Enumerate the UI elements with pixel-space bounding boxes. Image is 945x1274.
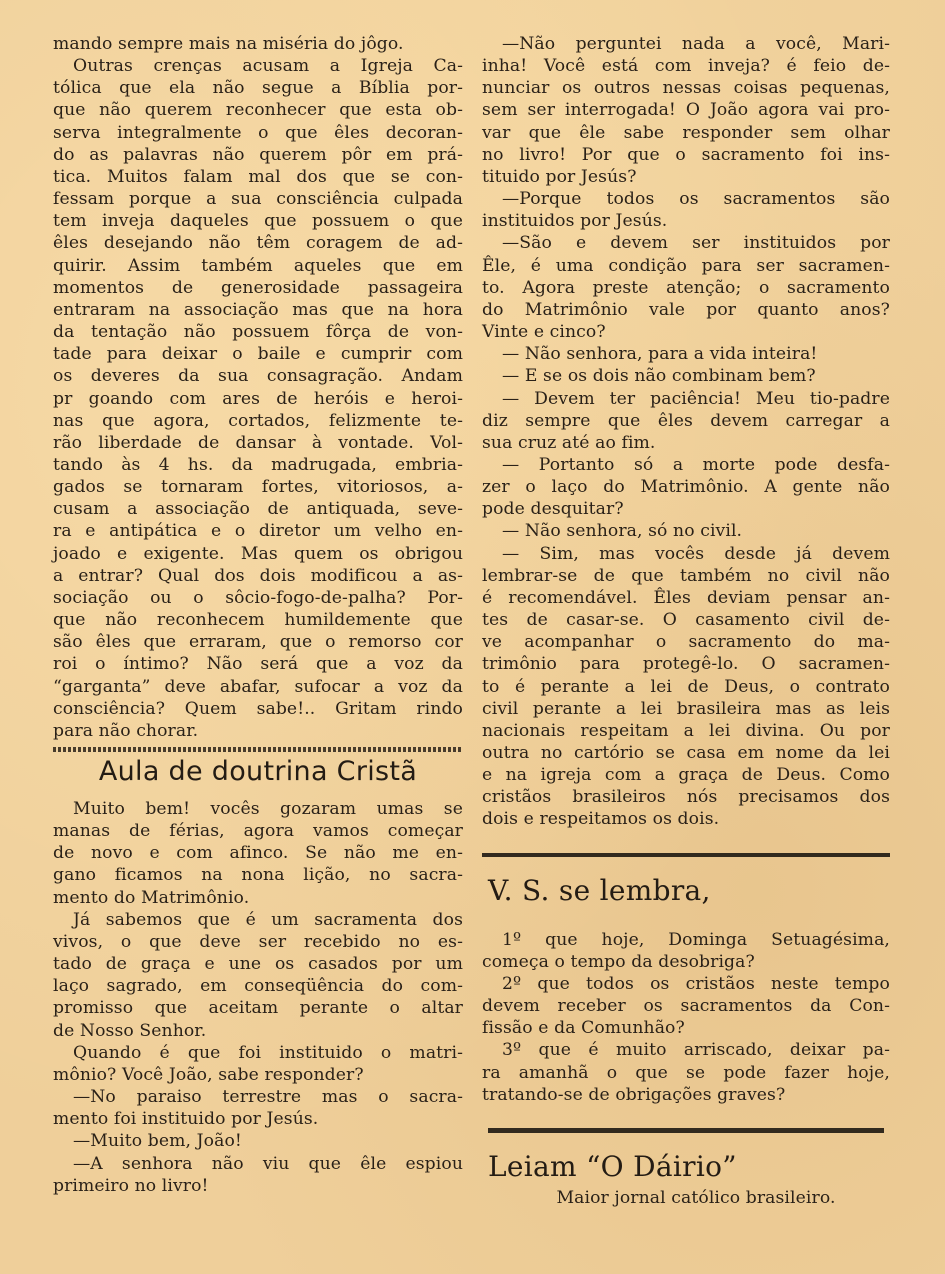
paragraph <box>53 33 463 55</box>
text-line: fessam porque a sua consciência culpada <box>53 189 463 210</box>
reminder-item <box>482 973 890 1039</box>
text-line: — Não senhora, só no civil. <box>502 521 743 542</box>
text-line: tado de graça e une os casados por um <box>53 954 463 975</box>
paragraph <box>53 909 463 1042</box>
paragraph <box>53 1130 463 1152</box>
paragraph <box>482 520 890 542</box>
text-line: mento do Matrimônio. <box>53 887 250 908</box>
text-line: to é perante a lei de Deus, o contrato <box>482 676 890 697</box>
text-line: civil perante a lei brasileira mas as leis <box>482 698 890 719</box>
text-line: trimônio para protegê-lo. O sacramen- <box>482 654 890 675</box>
text-line: de novo e com afinco. Se não me en- <box>53 843 463 864</box>
text-line: — Não senhora, para a vida inteira! <box>502 344 818 365</box>
text-line: Quando é que foi instituido o matri- <box>73 1042 463 1063</box>
text-line: tando às 4 hs. da madrugada, embria- <box>53 454 463 475</box>
text-line: 3º que é muito arriscado, deixar pa- <box>502 1040 890 1061</box>
text-line: ra e antipática e o diretor um velho en- <box>53 521 463 542</box>
text-line: — E se os dois não combinam bem? <box>502 366 816 387</box>
text-line: momentos de generosidade passageira <box>53 277 463 298</box>
text-line: para não chorar. <box>53 720 199 741</box>
text-line: sua cruz até ao fim. <box>482 432 656 453</box>
solid-divider <box>488 1128 884 1133</box>
text-line: —Não perguntei nada a você, Mari- <box>502 34 890 54</box>
text-line: — Portanto só a morte pode desfa- <box>502 454 890 475</box>
reminder-title: V. S. se lembra, <box>488 873 711 907</box>
text-line: —A senhora não viu que êle espiou <box>73 1153 463 1174</box>
text-line: var que êle sabe responder sem olhar <box>482 122 890 143</box>
paragraph <box>482 188 890 232</box>
text-line: zer o laço do Matrimônio. A gente não <box>482 477 890 498</box>
paragraph <box>482 343 890 365</box>
text-line: que não querem reconhecer que esta ob- <box>53 100 463 121</box>
text-line: nas que agora, cortados, felizmente te- <box>53 410 463 431</box>
reminder-item <box>482 1039 890 1105</box>
text-line: sem ser interrogada! O João agora vai pro- <box>482 100 890 121</box>
text-line: primeiro no livro! <box>53 1175 209 1196</box>
text-line: os deveres da sua consagração. Andam <box>53 366 463 387</box>
text-line: Vinte e cinco? <box>482 322 606 343</box>
text-line: dois e respeitamos os dois. <box>482 809 720 830</box>
text-line: nacionais respeitam a lei divina. Ou por <box>482 720 890 741</box>
paragraph <box>482 33 890 188</box>
text-line: tade para deixar o baile e cumprir com <box>53 344 463 365</box>
text-line: — Devem ter paciência! Meu tio-padre <box>502 388 890 409</box>
text-line: vivos, o que deve ser recebido no es- <box>53 931 463 952</box>
text-line: serva integralmente o que êles decoran- <box>53 122 463 143</box>
text-line: fissão e da Comunhão? <box>482 1018 685 1039</box>
text-line: do Matrimônio vale por quanto anos? <box>482 299 890 320</box>
text-line: são êles que erraram, que o remorso cor <box>53 632 463 653</box>
text-line: inha! Você está com inveja? é feio de- <box>482 56 890 77</box>
paragraph <box>482 543 890 831</box>
text-line: tólica que ela não segue a Bíblia por- <box>53 78 463 99</box>
paragraph <box>482 454 890 520</box>
text-line: gano ficamos na nona lição, no sacra- <box>53 865 463 886</box>
text-line: “garganta” deve abafar, sufocar a voz da <box>53 676 463 697</box>
text-line: pr goando com ares de heróis e heroi- <box>53 388 463 409</box>
text-line: tem inveja daqueles que possuem o que <box>53 211 463 232</box>
text-line: tes de casar-se. O casamento civil de- <box>482 610 890 631</box>
paragraph <box>482 388 890 454</box>
text-line: 1º que hoje, Dominga Setuagésima, <box>502 929 890 950</box>
text-line: entraram na associação mas que na hora <box>53 299 463 320</box>
text-line: quirir. Assim também aqueles que em <box>53 255 463 276</box>
text-line: consciência? Quem sabe!.. Gritam rindo <box>53 698 463 719</box>
text-line: ra amanhã o que se pode fazer hoje, <box>482 1062 890 1083</box>
dialogue-continuation <box>482 33 890 831</box>
text-line: tratando-se de obrigações graves? <box>482 1084 786 1105</box>
doctrine-article <box>53 756 463 1197</box>
text-line: mando sempre mais na miséria do jôgo. <box>53 34 404 54</box>
reminder-box <box>482 875 890 1106</box>
text-line: e na igreja com a graça de Deus. Como <box>482 765 890 786</box>
text-line: laço sagrado, em conseqüência do com- <box>53 976 463 997</box>
text-line: — Sim, mas vocês desde já devem <box>502 543 890 564</box>
text-line: gados se tornaram fortes, vitoriosos, a- <box>53 477 463 498</box>
text-line: lembrar-se de que também no civil não <box>482 565 890 586</box>
section-title: Aula de doutrina Cristã <box>98 756 418 787</box>
text-line: rão liberdade de dansar à vontade. Vol- <box>53 432 463 453</box>
text-line: da tentação não possuem fôrça de von- <box>53 322 463 343</box>
text-line: —No paraiso terrestre mas o sacra- <box>73 1087 463 1108</box>
text-line: diz sempre que êles devem carregar a <box>482 410 890 431</box>
paragraph <box>53 1153 463 1197</box>
text-line: 2º que todos os cristãos neste tempo <box>502 973 890 994</box>
ad-subtitle: Maior jornal católico brasileiro. <box>556 1187 836 1208</box>
text-line: roi o íntimo? Não será que a voz da <box>53 654 463 675</box>
text-line: ve acompanhar o sacramento do ma- <box>482 632 890 653</box>
text-line: outra no cartório se casa em nome da lei <box>482 743 890 763</box>
text-line: Êle, é uma condição para ser sacramen- <box>482 255 890 276</box>
text-line: Já sabemos que é um sacramenta dos <box>73 909 463 930</box>
newspaper-ad <box>482 1151 890 1209</box>
paragraph <box>482 365 890 387</box>
paragraph <box>53 1042 463 1086</box>
dotted-divider <box>53 747 463 752</box>
solid-divider <box>482 853 890 857</box>
text-line: que não reconhecem humildemente que <box>53 610 463 631</box>
text-line: tituido por Jesús? <box>482 166 637 187</box>
text-line: Outras crenças acusam a Igreja Ca- <box>73 56 463 77</box>
text-line: mônio? Você João, sabe responder? <box>53 1064 364 1085</box>
text-line: joado e exigente. Mas quem os obrigou <box>53 543 463 564</box>
text-line: tica. Muitos falam mal dos que se con- <box>53 166 463 187</box>
text-line: —Muito bem, João! <box>73 1131 242 1152</box>
text-line: instituidos por Jesús. <box>482 211 668 232</box>
text-line: —Porque todos os sacramentos são <box>502 189 890 210</box>
text-line: começa o tempo da desobriga? <box>482 951 755 972</box>
text-line: devem receber os sacramentos da Con- <box>482 996 890 1017</box>
text-line: to. Agora preste atenção; o sacramento <box>482 277 890 298</box>
left-column <box>53 33 463 1197</box>
text-line: no livro! Por que o sacramento foi ins- <box>482 144 890 165</box>
text-line: pode desquitar? <box>482 499 624 520</box>
text-line: cristãos brasileiros nós precisamos dos <box>482 787 890 808</box>
text-line: de Nosso Senhor. <box>53 1020 207 1041</box>
text-line: é recomendável. Êles deviam pensar an- <box>482 587 890 608</box>
ad-title: Leiam “O Dáirio” <box>488 1149 737 1183</box>
right-column <box>482 33 890 1209</box>
paragraph <box>482 232 890 343</box>
text-line: a entrar? Qual dos dois modificou a as- <box>53 565 463 586</box>
text-line: promisso que aceitam perante o altar <box>53 998 463 1019</box>
text-line: cusam a associação de antiquada, seve- <box>53 499 463 520</box>
text-line: êles desejando não têm coragem de ad- <box>53 233 463 254</box>
intro-article <box>53 33 463 742</box>
text-line: Muito bem! vocês gozaram umas se <box>73 799 463 819</box>
text-line: nunciar os outros nessas coisas pequenas, <box>482 78 890 99</box>
text-line: sociação ou o sôcio-fogo-de-palha? Por- <box>53 587 463 608</box>
reminder-item <box>482 929 890 973</box>
text-line: mento foi instituido por Jesús. <box>53 1109 319 1130</box>
text-line: —São e devem ser instituidos por <box>502 233 890 254</box>
text-line: manas de férias, agora vamos começar <box>53 821 463 842</box>
paragraph <box>53 55 463 742</box>
paragraph <box>53 798 463 909</box>
paragraph <box>53 1086 463 1130</box>
text-line: do as palavras não querem pôr em prá- <box>53 144 463 165</box>
